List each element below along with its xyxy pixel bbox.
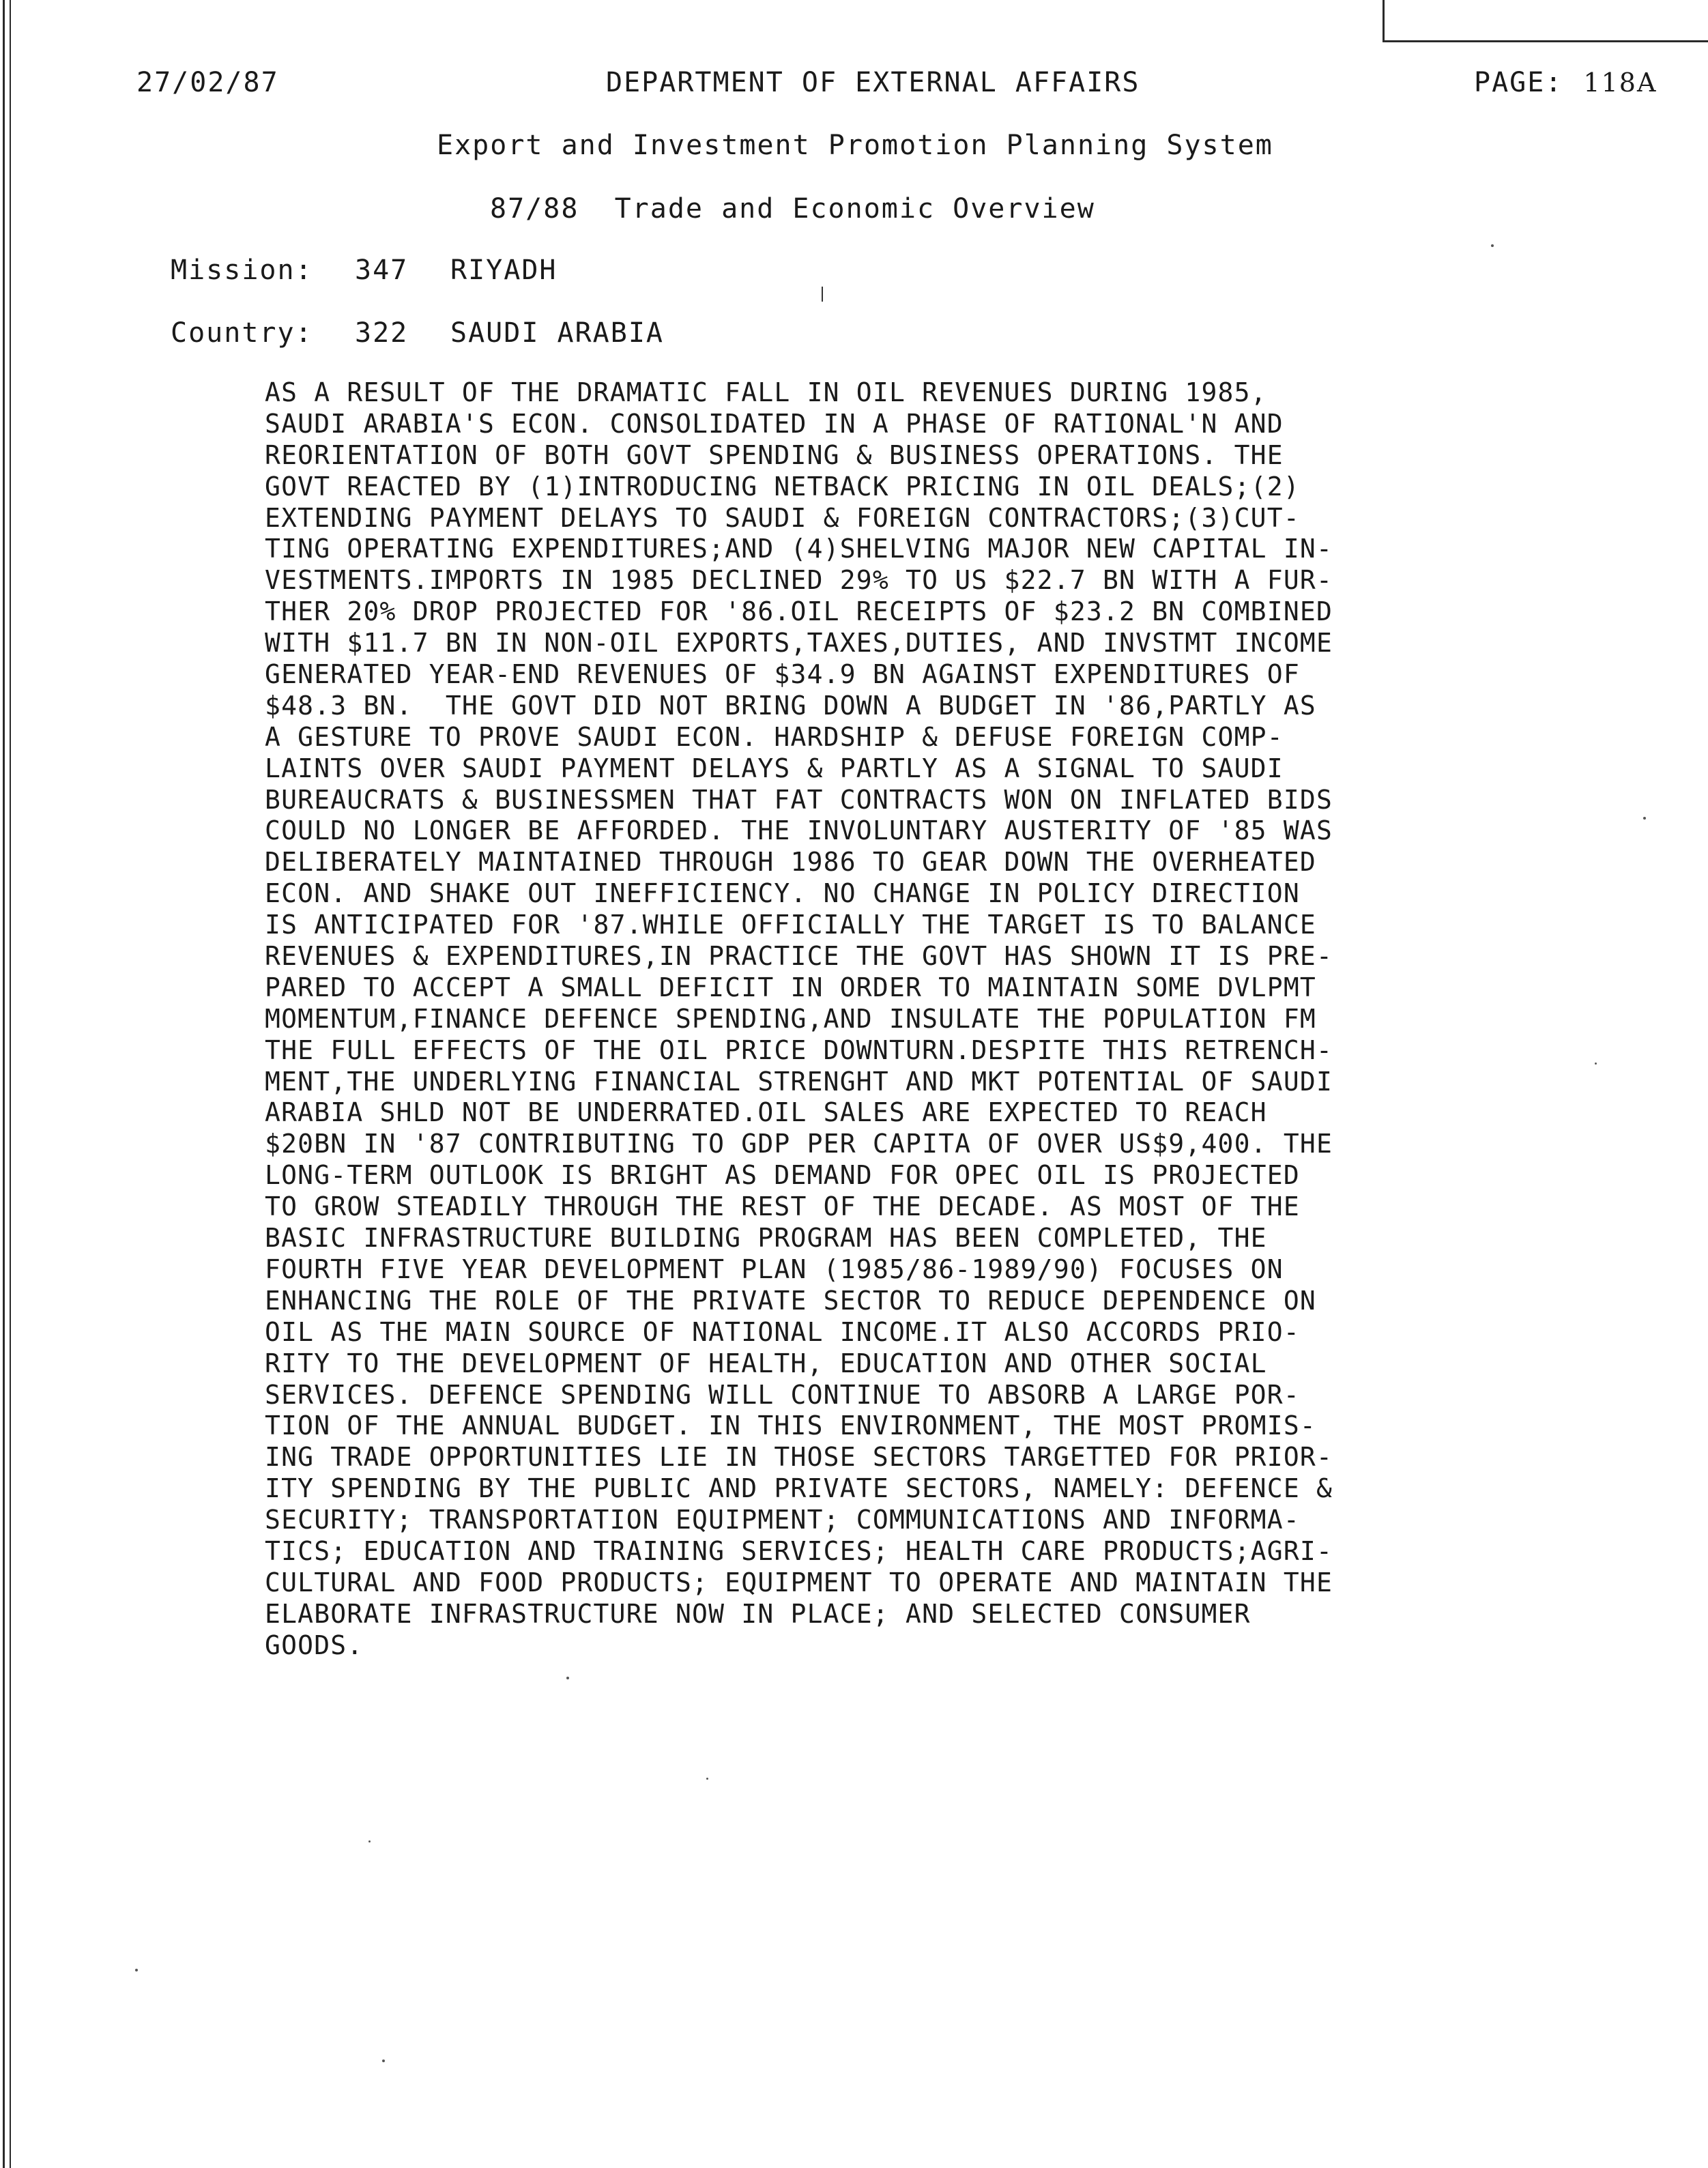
body-text-line: PARED TO ACCEPT A SMALL DEFICIT IN ORDER TO MAINTAIN SOME DVLPMT bbox=[265, 972, 1316, 1002]
body-text-line: EXTENDING PAYMENT DELAYS TO SAUDI & FOREIGN CONTRACTORS;(3)CUT- bbox=[265, 502, 1300, 533]
scan-corner-artifact bbox=[1383, 0, 1708, 42]
scan-speck bbox=[1491, 244, 1494, 247]
body-text-line: SECURITY; TRANSPORTATION EQUIPMENT; COMMUNICATIONS AND INFORMA- bbox=[265, 1505, 1300, 1535]
department-name: DEPARTMENT OF EXTERNAL AFFAIRS bbox=[606, 67, 1140, 98]
scan-speck bbox=[566, 1677, 569, 1679]
body-text-line: ARABIA SHLD NOT BE UNDERRATED.OIL SALES ARE EXPECTED TO REACH bbox=[265, 1097, 1267, 1128]
body-text-line: A GESTURE TO PROVE SAUDI ECON. HARDSHIP & DEFUSE FOREIGN COMP- bbox=[265, 721, 1284, 752]
body-text-line: ELABORATE INFRASTRUCTURE NOW IN PLACE; AND SELECTED CONSUMER bbox=[265, 1598, 1251, 1629]
scan-speck bbox=[135, 1969, 138, 1971]
page-label: PAGE: bbox=[1474, 67, 1563, 98]
country-name: SAUDI ARABIA bbox=[450, 317, 664, 349]
body-text-line: REVENUES & EXPENDITURES,IN PRACTICE THE GOVT HAS SHOWN IT IS PRE- bbox=[265, 941, 1333, 972]
page-number: 118A bbox=[1583, 68, 1658, 98]
body-text-line: FOURTH FIVE YEAR DEVELOPMENT PLAN (1985/86-1989/90) FOCUSES ON bbox=[265, 1254, 1284, 1284]
body-text-line: CULTURAL AND FOOD PRODUCTS; EQUIPMENT TO OPERATE AND MAINTAIN THE bbox=[265, 1567, 1333, 1598]
body-text-line: LONG-TERM OUTLOOK IS BRIGHT AS DEMAND FOR OPEC OIL IS PROJECTED bbox=[265, 1160, 1300, 1191]
scan-speck bbox=[1595, 1063, 1597, 1065]
country-code: 322 bbox=[355, 317, 409, 349]
body-text-line: SAUDI ARABIA'S ECON. CONSOLIDATED IN A PHASE OF RATIONAL'N AND bbox=[265, 408, 1284, 439]
body-text-line: THER 20% DROP PROJECTED FOR '86.OIL RECEIPTS OF $23.2 BN COMBINED bbox=[265, 596, 1333, 627]
country-row bbox=[171, 317, 664, 349]
body-text-line: DELIBERATELY MAINTAINED THROUGH 1986 TO GEAR DOWN THE OVERHEATED bbox=[265, 847, 1316, 878]
body-text-line: TING OPERATING EXPENDITURES;AND (4)SHELVING MAJOR NEW CAPITAL IN- bbox=[265, 534, 1333, 564]
scan-speck bbox=[1643, 817, 1646, 820]
mission-label: Mission: bbox=[171, 255, 313, 286]
body-text-line: BUREAUCRATS & BUSINESSMEN THAT FAT CONTRACTS WON ON INFLATED BIDS bbox=[265, 784, 1333, 815]
mission-row bbox=[171, 255, 558, 286]
scan-left-edge-line bbox=[10, 0, 11, 2168]
body-text-line: AS A RESULT OF THE DRAMATIC FALL IN OIL REVENUES DURING 1985, bbox=[265, 377, 1267, 407]
body-text-line: ECON. AND SHAKE OUT INEFFICIENCY. NO CHANGE IN POLICY DIRECTION bbox=[265, 878, 1300, 909]
body-text-line: $20BN IN '87 CONTRIBUTING TO GDP PER CAPITA OF OVER US$9,400. THE bbox=[265, 1129, 1333, 1159]
body-text-line: BASIC INFRASTRUCTURE BUILDING PROGRAM HAS BEEN COMPLETED, THE bbox=[265, 1223, 1267, 1254]
body-text-line: TO GROW STEADILY THROUGH THE REST OF THE DECADE. AS MOST OF THE bbox=[265, 1191, 1300, 1222]
body-text-line: GOVT REACTED BY (1)INTRODUCING NETBACK PRICING IN OIL DEALS;(2) bbox=[265, 471, 1300, 502]
body-text-line: COULD NO LONGER BE AFFORDED. THE INVOLUNTARY AUSTERITY OF '85 WAS bbox=[265, 815, 1333, 846]
country-label: Country: bbox=[171, 317, 313, 349]
body-text-line: RITY TO THE DEVELOPMENT OF HEALTH, EDUCATION AND OTHER SOCIAL bbox=[265, 1348, 1267, 1378]
mission-name: RIYADH bbox=[450, 255, 558, 286]
body-text-line: OIL AS THE MAIN SOURCE OF NATIONAL INCOME.IT ALSO ACCORDS PRIO- bbox=[265, 1316, 1300, 1347]
overview-title: 87/88 Trade and Economic Overview bbox=[490, 193, 1095, 225]
body-text-line: $48.3 BN. THE GOVT DID NOT BRING DOWN A BUDGET IN '86,PARTLY AS bbox=[265, 690, 1316, 721]
scan-mark bbox=[822, 287, 823, 302]
body-text-line: MOMENTUM,FINANCE DEFENCE SPENDING,AND INSULATE THE POPULATION FM bbox=[265, 1003, 1316, 1034]
body-text-line: GENERATED YEAR-END REVENUES OF $34.9 BN AGAINST EXPENDITURES OF bbox=[265, 659, 1300, 690]
overview-body-text bbox=[265, 377, 1514, 1662]
body-text-line: LAINTS OVER SAUDI PAYMENT DELAYS & PARTLY AS A SIGNAL TO SAUDI bbox=[265, 753, 1284, 783]
scan-speck bbox=[382, 2059, 385, 2062]
mission-code: 347 bbox=[355, 255, 409, 286]
body-text-line: REORIENTATION OF BOTH GOVT SPENDING & BUSINESS OPERATIONS. THE bbox=[265, 439, 1284, 470]
body-text-line: ITY SPENDING BY THE PUBLIC AND PRIVATE SECTORS, NAMELY: DEFENCE & bbox=[265, 1473, 1333, 1504]
body-text-line: IS ANTICIPATED FOR '87.WHILE OFFICIALLY THE TARGET IS TO BALANCE bbox=[265, 910, 1316, 940]
system-title: Export and Investment Promotion Planning System bbox=[437, 130, 1273, 161]
body-text-line: GOODS. bbox=[265, 1630, 364, 1660]
body-text-line: TICS; EDUCATION AND TRAINING SERVICES; HEALTH CARE PRODUCTS;AGRI- bbox=[265, 1535, 1333, 1566]
body-text-line: WITH $11.7 BN IN NON-OIL EXPORTS,TAXES,DUTIES, AND INVSTMT INCOME bbox=[265, 628, 1333, 659]
report-date: 27/02/87 bbox=[136, 67, 279, 98]
body-text-line: ENHANCING THE ROLE OF THE PRIVATE SECTOR TO REDUCE DEPENDENCE ON bbox=[265, 1285, 1316, 1316]
body-text-line: ING TRADE OPPORTUNITIES LIE IN THOSE SECTORS TARGETTED FOR PRIOR- bbox=[265, 1442, 1333, 1473]
body-text-line: SERVICES. DEFENCE SPENDING WILL CONTINUE TO ABSORB A LARGE POR- bbox=[265, 1379, 1300, 1410]
scan-speck bbox=[368, 1840, 371, 1842]
body-text-line: VESTMENTS.IMPORTS IN 1985 DECLINED 29% TO US $22.7 BN WITH A FUR- bbox=[265, 565, 1333, 596]
page-number-block bbox=[1474, 67, 1657, 98]
scan-speck bbox=[706, 1778, 708, 1780]
body-text-line: TION OF THE ANNUAL BUDGET. IN THIS ENVIRONMENT, THE MOST PROMIS- bbox=[265, 1411, 1316, 1441]
body-text-line: THE FULL EFFECTS OF THE OIL PRICE DOWNTURN.DESPITE THIS RETRENCH- bbox=[265, 1035, 1333, 1065]
scan-left-edge-line bbox=[3, 0, 5, 2168]
body-text-line: MENT,THE UNDERLYING FINANCIAL STRENGHT AND MKT POTENTIAL OF SAUDI bbox=[265, 1066, 1333, 1097]
